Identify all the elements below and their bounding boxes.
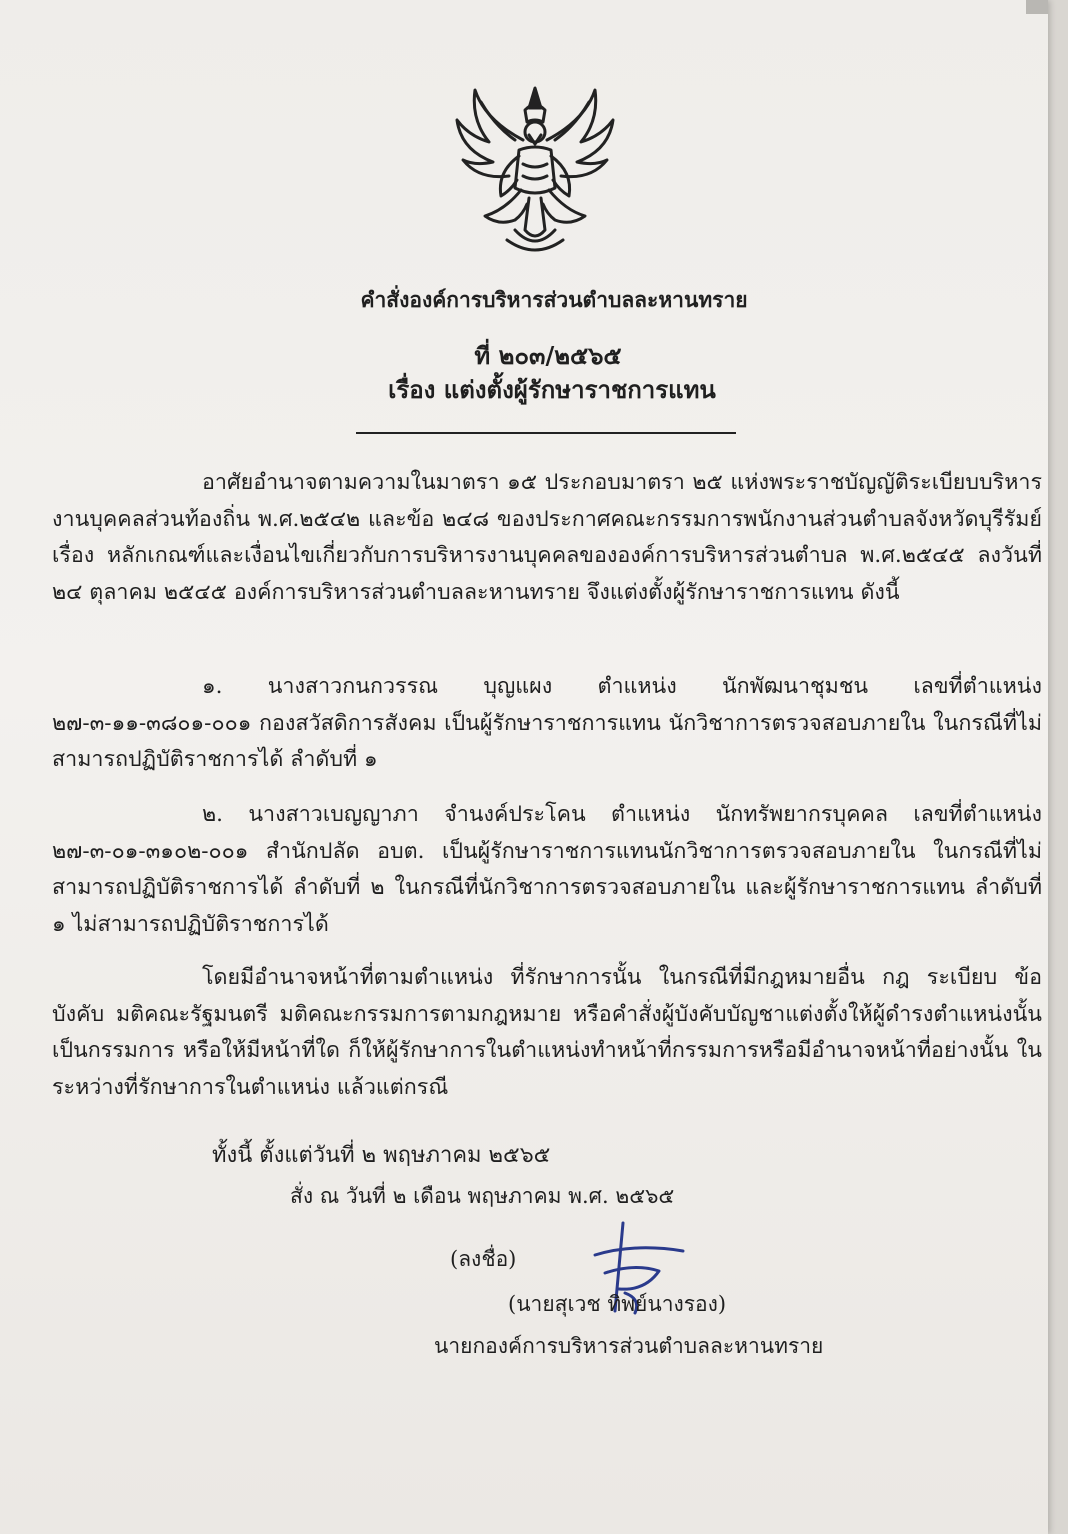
order-subject: เรื่อง แต่งตั้งผู้รักษาราชการแทน [388,375,716,404]
paragraph-duties: โดยมีอำนาจหน้าที่ตามตำแหน่ง ที่รักษาการนั้น ในกรณีที่มีกฎหมายอื่น กฎ ระเบียบ ข้อบังคับ มติคณะรัฐมนตรี มติคณะกรรมการตามกฎหมาย หรือคำสั่งผู้บังคับบัญชาแต่งตั้งให้ผู้ดำรงตำแหน่งนั้นเป็นกรรมการ หรือให้มีหน้าที่ใด ก็ให้ผู้รักษาการในตำแหน่งทำหน้าที่กรรมการหรือมีอำนาจหน้าที่อย่างนั้น ในระหว่างที่รักษาการในตำแหน่ง แล้วแต่กรณี [52,965,1042,1100]
garuda-emblem [445,80,625,260]
order-number: ที่ ๒๐๓/๒๕๖๕ [474,341,622,370]
paper-corner-shadow [1026,0,1048,14]
order-title: คำสั่งองค์การบริหารส่วนตำบลละหานทราย [360,287,748,312]
signer-name: (นายสุเวช ทิพย์นางรอง) [508,1292,727,1316]
signer-position: นายกองค์การบริหารส่วนตำบลละหานทราย [434,1334,824,1358]
paragraph-appointee-1: ๑. นางสาวกนกวรรณ บุญแผง ตำแหน่ง นักพัฒนาชุมชน เลขที่ตำแหน่ง ๒๗-๓-๑๑-๓๘๐๑-๐๐๑ กองสวัสดิการสังคม เป็นผู้รักษาราชการแทน นักวิชาการตรวจสอบภายใน ในกรณีที่ไม่สามารถปฏิบัติราชการได้ ลำดับที่ ๑ [52,674,1042,772]
paragraph-appointee-2: ๒. นางสาวเบญญาภา จำนงค์ประโคน ตำแหน่ง นักทรัพยากรบุคคล เลขที่ตำแหน่ง ๒๗-๓-๐๑-๓๑๐๒-๐๐๑ สำนักปลัด อบต. เป็นผู้รักษาราชการแทนนักวิชาการตรวจสอบภายใน ในกรณีที่ไม่สามารถปฏิบัติราชการได้ ลำดับที่ ๒ ในกรณีที่นักวิชาการตรวจสอบภายใน และผู้รักษาราชการแทน ลำดับที่ ๑ ไม่สามารถปฏิบัติราชการได้ [52,802,1042,937]
paragraph-authority: อาศัยอำนาจตามความในมาตรา ๑๕ ประกอบมาตรา ๒๕ แห่งพระราชบัญญัติระเบียบบริหารงานบุคคลส่วนท้องถิ่น พ.ศ.๒๕๔๒ และข้อ ๒๔๘ ของประกาศคณะกรรมการพนักงานส่วนตำบลจังหวัดบุรีรัมย์ เรื่อง หลักเกณฑ์และเงื่อนไขเกี่ยวกับการบริหารงานบุคคลขององค์การบริหารส่วนตำบล พ.ศ.๒๕๔๕ ลงวันที่ ๒๔ ตุลาคม ๒๕๔๕ องค์การบริหารส่วนตำบลละหานทราย จึงแต่งตั้งผู้รักษาราชการแทน ดังนี้ [52,470,1042,605]
signed-label: (ลงชื่อ) [450,1247,517,1271]
title-divider [356,432,736,434]
order-date: สั่ง ณ วันที่ ๒ เดือน พฤษภาคม พ.ศ. ๒๕๖๕ [290,1184,675,1208]
effective-date: ทั้งนี้ ตั้งแต่วันที่ ๒ พฤษภาคม ๒๕๖๕ [212,1143,551,1168]
